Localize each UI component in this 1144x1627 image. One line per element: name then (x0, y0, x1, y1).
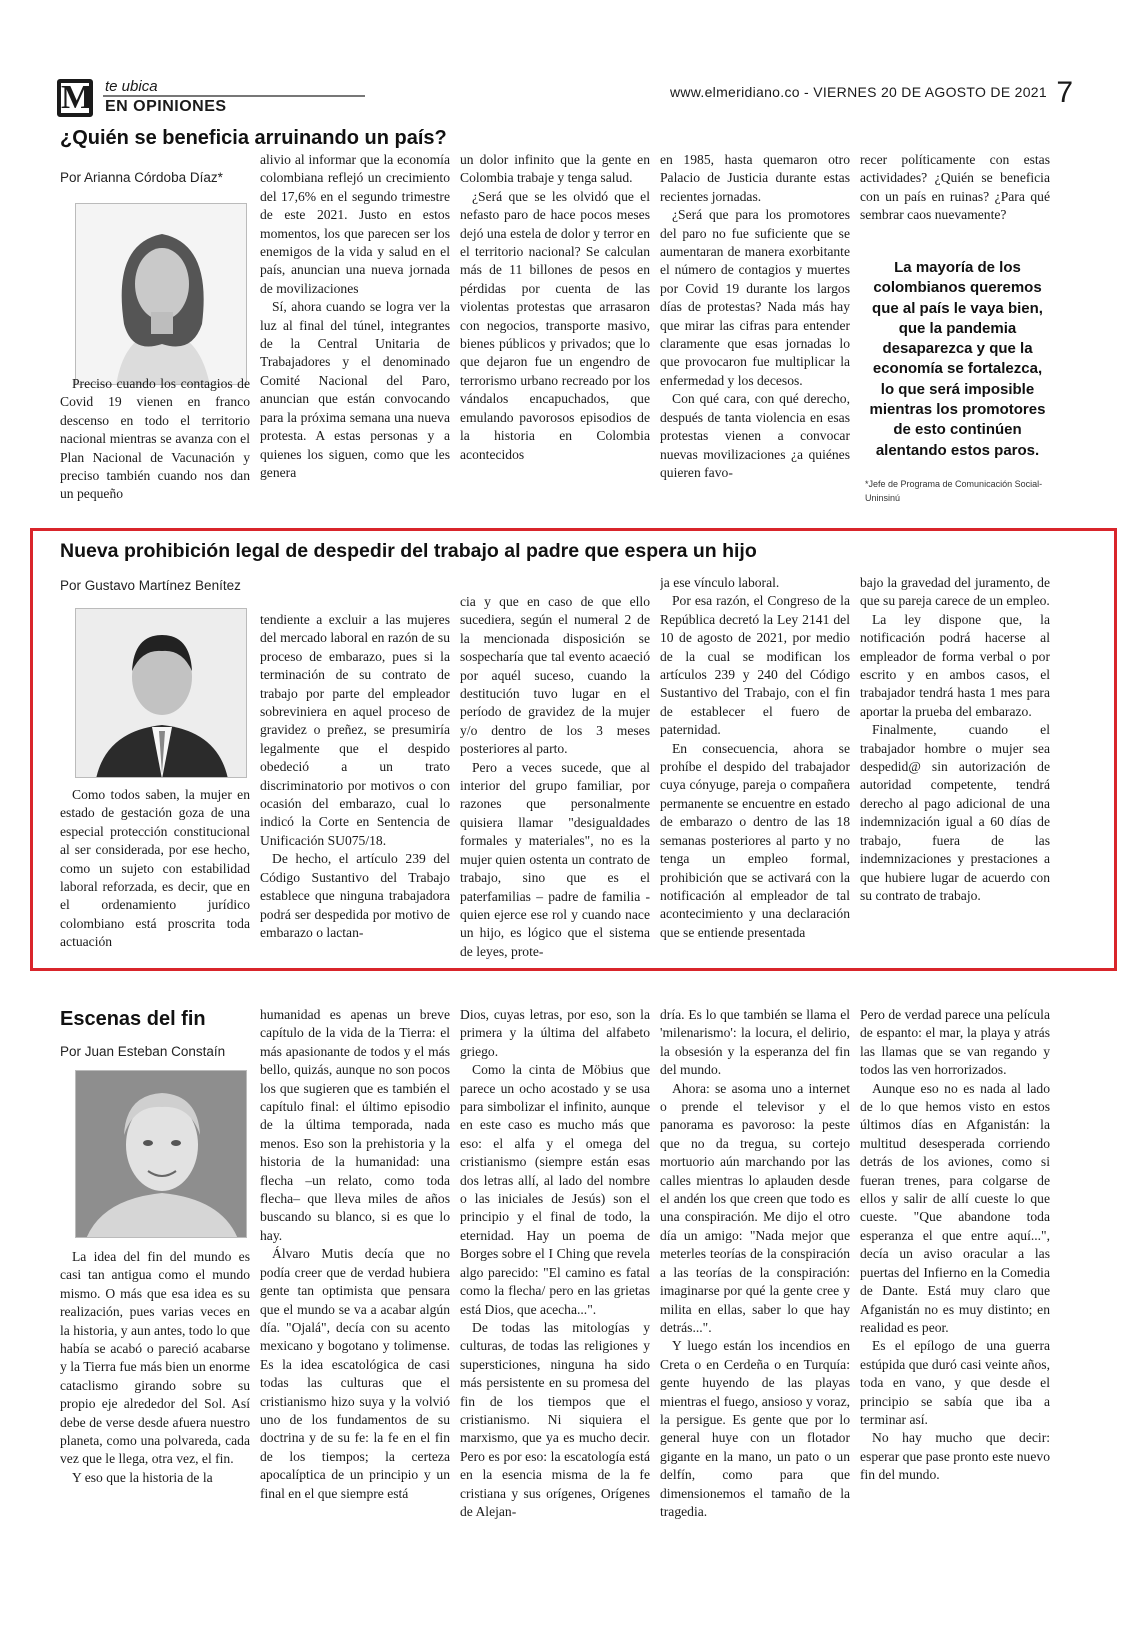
article-column (460, 593, 650, 961)
masthead (57, 74, 1077, 122)
section-name: EN OPINIONES (105, 98, 227, 115)
paragraph: recer políticamente con estas actividades? ¿Quién se beneficia con un país en ruinas? ¿Para qué sembrar caos nuevamente? (860, 152, 1050, 223)
article-column (660, 151, 850, 506)
paragraph: humanidad es apenas un breve capítulo de la vida de la Tierra: el más apasionante de todos y el más bello, quizás, aunque no son pocos los que sugieren que es también el capítulo final: el último episodio de la última temporada, nada menos. Eso son la prehistoria y la historia de la humanidad: una flecha –un relato, como toda flecha– que lleva miles de años buscando su blanco, si es que lo hay. (260, 1007, 450, 1243)
author-portrait-icon (76, 609, 247, 778)
article-column (860, 151, 1050, 241)
article-column (860, 574, 1050, 961)
article-byline: Por Gustavo Martínez Benítez (60, 578, 241, 593)
paragraph: Y luego están los incendios en Creta o en Cerdeña o en Turquía: gente huyendo de las playas mientras el fuego, ansioso y voraz, la persigue. Es gente que por lo general huye con un flotador gigante en la mano, un pato o un delfín, como para que dimensionemos el tamaño de la tragedia. (660, 1338, 850, 1519)
paragraph: en 1985, hasta quemaron otro Palacio de Justicia durante estas recientes jornadas. (660, 152, 850, 204)
article-headline: ¿Quién se beneficia arruinando un país? (60, 127, 447, 149)
article-column (460, 151, 650, 506)
paragraph: Y eso que la historia de la (72, 1469, 213, 1485)
paragraph: Aunque eso no es nada al lado de lo que hemos visto en estos últimos días en Afganistán: la multitud desesperada corriendo detrás de los aviones, como si fueran trenes, para colgarse de ellos y salir de allí cueste lo que cueste. "Que abandone toda esperanza el que entre aquí...", decía un aviso oracular a las puertas del Infierno en la Comedia de Dante. Está muy claro que Afganistán no es muy distinto; en realidad es peor. (860, 1080, 1050, 1335)
paragraph: Finalmente, cuando el trabajador hombre o mujer sea despedid@ sin autorización de autoridad competente, tendrá derecho al pago adicional de una indemnización igual a 60 días de trabajo, fuera de las indemnizaciones y prestaciones a que hubiere lugar de acuerdo con su contrato de trabajo. (860, 722, 1050, 903)
paragraph: De todas las mitologías y culturas, de todas las religiones y supersticiones, ninguna ha sido más persistente en su promesa del fin de los tiempos que el cristianismo. Ni siquiera el marxismo, que ya es mucho decir. Pero es por eso: la escatología está en la esencia misma de la fe cristiana y sus orígenes, Orígenes de Alejan- (460, 1319, 650, 1519)
article-column (660, 1006, 850, 1618)
author-photo (75, 203, 247, 385)
article-column (60, 786, 250, 961)
article-column (860, 1006, 1050, 1618)
paragraph: Es el epílogo de una guerra estúpida que duró casi veinte años, toda en vano, y que desde el principio se sabía que iba a terminar así. (860, 1338, 1050, 1427)
paragraph: La ley dispone que, la notificación podrá hacerse al empleador de forma verbal o por escrito y en ambos casos, el trabajador tendrá hasta 1 mes para aportar la prueba del embarazo. (860, 611, 1050, 719)
paragraph: Por esa razón, el Congreso de la República decretó la Ley 2141 del 10 de agosto de 2021, por medio de la cual se modifican los artículos 239 y 240 del Código Sustantivo del Trabajo, con el fin de establecer el fuero de paternidad. (660, 593, 850, 738)
author-portrait-icon (76, 1071, 247, 1238)
article-byline: Por Juan Esteban Constaín (60, 1044, 226, 1059)
article-column (60, 1248, 250, 1618)
paragraph: Con qué cara, con qué derecho, después de tanta violencia en esas protestas vienen a convocar nuevas movilizaciones ¿a quiénes quieren favo- (660, 391, 850, 480)
paragraph: Ahora: se asoma uno a internet o prende el televisor y el panorama es pavoroso: la peste que no da tregua, su cortejo mortuorio aún marchando por las calles mientras lo aplauden desde el andén los que creen que todo es una conspiración. Me dijo el otro día un amigo: "Nada mejor que meterles teorías de la conspiración a las teorías de la conspiración: imaginarse por qué la gente cree y milita en ellas, saber lo que hay detrás...". (660, 1080, 850, 1335)
paragraph: No hay mucho que decir: esperar que pase pronto este nuevo fin del mundo. (860, 1430, 1050, 1483)
paragraph: Preciso cuando los contagios de Covid 19 vienen en franco descenso en todo el territorio nacional mientras se avanza con el Plan Nacional de Vacunación y preciso también cuando nos dan un pequeño (60, 376, 250, 502)
section-rule (103, 95, 365, 97)
author-photo (75, 608, 247, 778)
paragraph: Dios, cuyas letras, por eso, son la primera y la última del alfabeto griego. (460, 1007, 650, 1059)
paragraph: Como todos saben, la mujer en estado de gestación goza de una especial protección constitucional al ser considerada, por ese hecho, como un sujeto con estabilidad laboral reforzada, es decir, que en el ordenamiento jurídico colombiano está proscrita toda actuación (60, 787, 250, 950)
paragraph: un dolor infinito que la gente en Colombia trabaje y tenga salud. (460, 152, 650, 186)
paragraph: Como la cinta de Möbius que parece un ocho acostado y se usa para simbolizar el infinito, aunque en este caso es mucho más que eso: el alfa y el omega del cristianismo (siempre están esas dos letras allí, al lado del nombre o las iniciales de Jesús) son el principio y el final de todo, la eternidad. Hay un poema de Borges sobre el I Ching que revela algo parecido: "El camino es fatal como la flecha/ pero en las grietas está Dios, que acecha...". (460, 1062, 650, 1317)
article-headline: Nueva prohibición legal de despedir del trabajo al padre que espera un hijo (60, 540, 757, 562)
paragraph: Álvaro Mutis decía que no podía creer que de verdad hubiera gente tan optimista que pensara que el mundo se va a acabar algún día. "Ojalá", decía con su acento mexicano y bogotano y tolimense. Es la idea escatológica de casi todas las culturas que el cristianismo hizo suya y la volvió uno de los fundamentos de su doctrina y de su fe: la fe en el fin de los tiempos; la certeza apocalíptica de un principio y un final en el que siempre está (260, 1246, 450, 1501)
article-column (260, 1006, 450, 1618)
paragraph: tendiente a excluir a las mujeres del mercado laboral en razón de su proceso de embarazo, pues si la terminación de su contrato de trabajo por parte del empleador sobreviniera en aquel proceso de gravidez o preñez, se presumiría legalmente que el despido obedeció a un trato discriminatorio por motivos o con ocasión del embarazo, cual lo indicó la Corte en Sentencia de Unificación SU075/18. (260, 612, 450, 848)
paragraph: bajo la gravedad del juramento, de que su pareja carece de un empleo. (860, 575, 1050, 609)
article-byline: Por Arianna Córdoba Díaz* (60, 170, 223, 185)
paragraph: Sí, ahora cuando se logra ver la luz al final del túnel, integrantes de la Central Unitaria de Trabajadores y el denominado Comité Nacional del Paro, anuncian que están convocando para la próxima semana una nueva protesta. A estas personas y a quienes los siguen, como que les genera (260, 299, 450, 480)
paragraph: Pero a veces sucede, que al interior del grupo familiar, por razones que personalmente quisiera llamar "desigualdades formales y materiales", no es la mujer quien ostenta un contrato de trabajo, sino que es el paterfamilias – padre de familia - quien ejerce ese rol y cuando nace un hijo, es lógico que el sistema de leyes, prote- (460, 759, 650, 959)
paragraph: Pero de verdad parece una película de espanto: el mar, la playa y atrás las llamas que se van regando y todos las ven horrorizados. (860, 1007, 1050, 1078)
paragraph: La idea del fin del mundo es casi tan antigua como el mundo mismo. O más que esa idea es su realización, pues varias veces en la historia, y aun antes, todo lo que había se acabó o pareció acabarse y la Tierra fue más bien un enorme cataclismo girando sobre su propio eje alrededor del Sol. Así debe de verse desde afuera nuestro planeta, como una polvareda, cada vez que le llega, otra vez, el fin. (60, 1249, 250, 1467)
article-prohibicion-despedir (57, 540, 1087, 960)
paragraph: De hecho, el artículo 239 del Código Sustantivo del Trabajo establece que ninguna trabajadora podrá ser despedida por motivo de embarazo o lactan- (260, 851, 450, 940)
article-column (460, 1006, 650, 1618)
article-column (660, 574, 850, 961)
paragraph: dría. Es lo que también se llama el 'milenarismo': la locura, el delirio, la obsesión y la esperanza del fin del mundo. (660, 1007, 850, 1078)
article-headline: Escenas del fin (60, 1008, 206, 1030)
article-escenas-del-fin (57, 1008, 1087, 1618)
tagline: te ubica (105, 78, 158, 95)
paragraph: cia y que en caso de que ello sucediera, según el numeral 2 de la mencionada disposición se sospecharía que tal evento acaeció por aquél suceso, cuando la destitución tuvo lugar en el período de gravidez de la mujer y/o dentro de los 3 meses posteriores al parto. (460, 594, 650, 757)
author-footnote: *Jefe de Programa de Comunicación Social-Uninsinú (865, 479, 1043, 503)
author-photo (75, 1070, 247, 1238)
paragraph: ja ese vínculo laboral. (660, 575, 780, 590)
article-column (260, 611, 450, 961)
paragraph: alivio al informar que la economía colombiana reflejó un crecimiento del 17,6% en el segundo trimestre de este 2021. Justo en estos momentos, los que parecen ser los enemigos de la vida y salud en el país, anuncian una nueva jornada de movilizaciones (260, 152, 450, 296)
article-column (60, 375, 250, 505)
page-number: 7 (1056, 76, 1073, 109)
paragraph: ¿Será que para los promotores del paro no fue suficiente que se aumentaran de manera exorbitante el número de contagios y muertes por Covid 19 durante los largos días de protestas? Nada más hay que mirar las cifras para entender claramente que esas jornadas lo que provocaron fue multiplicar la enfermedad y los decesos. (660, 207, 850, 388)
author-portrait-icon (76, 204, 247, 385)
article-quien-se-beneficia (57, 125, 1087, 525)
pull-quote: La mayoría de los colombianos queremos que al país le vaya bien, que la pandemia desaparezca y que la economía se fortalezca, lo que será imposible mientras los promotores de esto continúen alentando estos paros. (869, 259, 1046, 459)
paragraph: ¿Será que se les olvidó que el nefasto paro de hace pocos meses dejó una estela de dolor y terror en el territorio nacional? Se calculan más de 11 billones de pesos en pérdidas por cuenta de las violentas protestas que arrasaron con negocios, transporte masivo, bienes públicos y privados; que lo que dejaron fue un engendro de terrorismo urbano recreado por los vándalos encapuchados, que emulando pavorosos episodios de la historia en Colombia acontecidos (460, 188, 650, 462)
paragraph: En consecuencia, ahora se prohíbe el despido del trabajador cuya cónyuge, pareja o compañera permanente se encuentre en estado de embarazo o dentro de las 18 semanas posteriores al parto y no tenga un empleo formal, prohibición que se activará con la notificación al empleador de tal acontecimiento y una declaración que se entiende presentada (660, 740, 850, 940)
article-column (260, 151, 450, 506)
newspaper-logo: M (57, 79, 93, 117)
dateline: www.elmeridiano.co - VIERNES 20 DE AGOSTO DE 2021 (669, 84, 1047, 100)
